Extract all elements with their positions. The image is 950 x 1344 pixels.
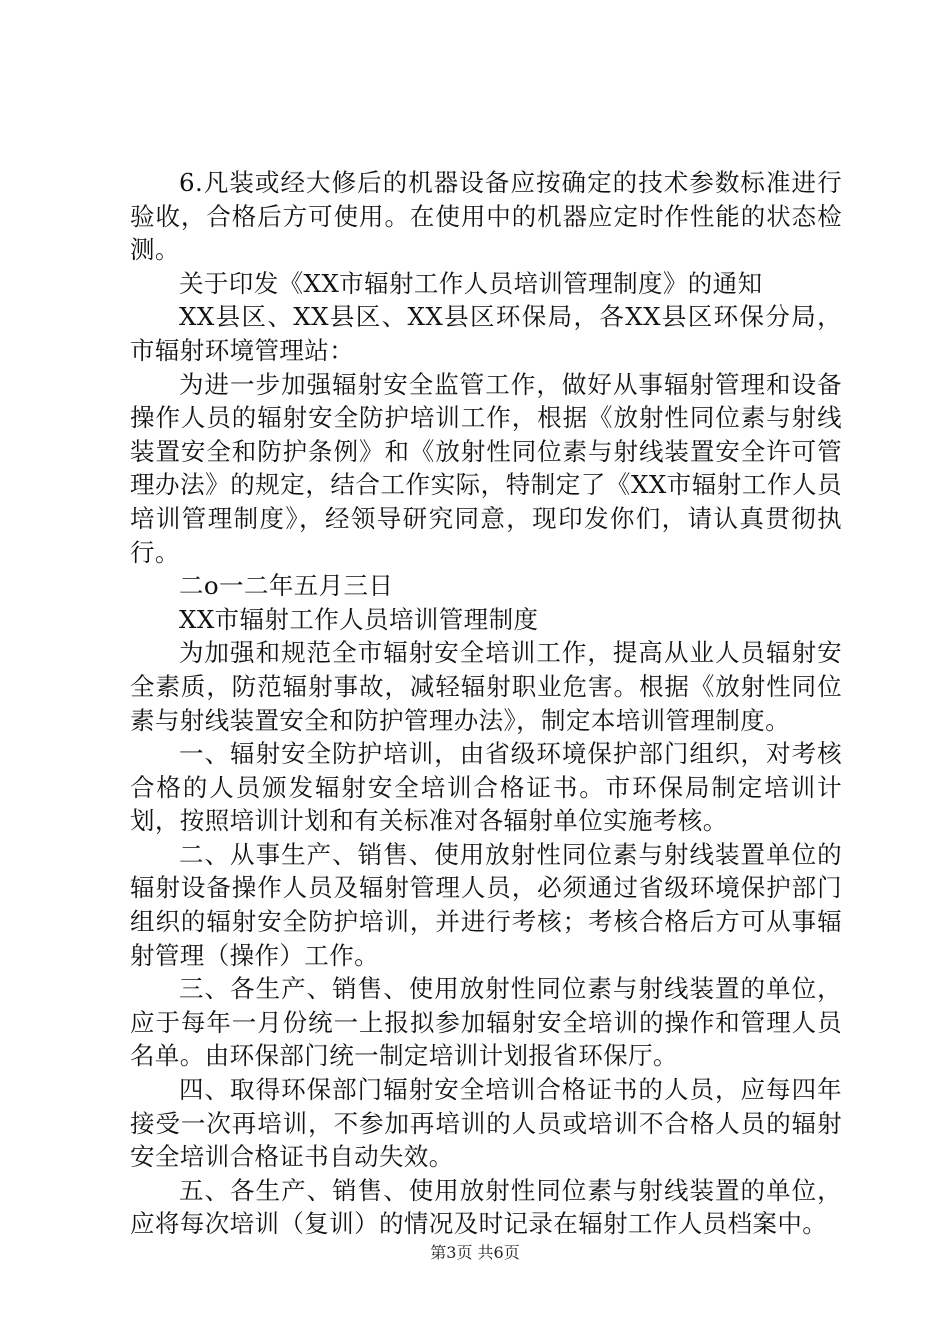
regulation-article-4: 四、取得环保部门辐射安全培训合格证书的人员，应每四年接受一次再培训，不参加再培训的人员或培训不合格人员的辐射安全培训合格证书自动失效。 (130, 1075, 842, 1172)
regulation-article-5: 五、各生产、销售、使用放射性同位素与射线装置的单位，应将每次培训（复训）的情况及时记录在辐射工作人员档案中。 (130, 1175, 842, 1239)
notice-recipients: XX县区、XX县区、XX县区环保局，各XX县区环保分局，市辐射环境管理站： (130, 302, 842, 365)
document-body (130, 166, 842, 1241)
regulation-article-1: 一、辐射安全防护培训，由省级环境保护部门组织，对考核合格的人员颁发辐射安全培训合格证书。市环保局制定培训计划，按照培训计划和有关标准对各辐射单位实施考核。 (130, 739, 842, 836)
notice-title: 关于印发《XX市辐射工作人员培训管理制度》的通知 (179, 268, 763, 298)
notice-date: 二o一二年五月三日 (179, 571, 394, 601)
regulation-article-3: 三、各生产、销售、使用放射性同位素与射线装置的单位，应于每年一月份统一上报拟参加辐射安全培训的操作和管理人员名单。由环保部门统一制定培训计划报省环保厅。 (130, 974, 842, 1071)
page-footer: 第3页 共6页 (430, 1243, 520, 1262)
regulation-preamble: 为加强和规范全市辐射安全培训工作，提高从业人员辐射安全素质，防范辐射事故，减轻辐射职业危害。根据《放射性同位素与射线装置安全和防护管理办法》，制定本培训管理制度。 (130, 638, 842, 735)
paragraph-equipment-acceptance: 6.凡装或经大修后的机器设备应按确定的技术参数标准进行验收，合格后方可使用。在使用中的机器应定时作性能的状态检测。 (130, 168, 842, 265)
regulation-title: XX市辐射工作人员培训管理制度 (179, 604, 539, 634)
regulation-article-2: 二、从事生产、销售、使用放射性同位素与射线装置单位的辐射设备操作人员及辐射管理人员，必须通过省级环境保护部门组织的辐射安全防护培训，并进行考核；考核合格后方可从事辐射管理（操作）工作。 (130, 839, 842, 970)
notice-body: 为进一步加强辐射安全监管工作，做好从事辐射管理和设备操作人员的辐射安全防护培训工作，根据《放射性同位素与射线装置安全和防护条例》和《放射性同位素与射线装置安全许可管理办法》的规定，结合工作实际，特制定了《XX市辐射工作人员培训管理制度》，经领导研究同意，现印发你们，请认真贯彻执行。 (130, 369, 842, 567)
